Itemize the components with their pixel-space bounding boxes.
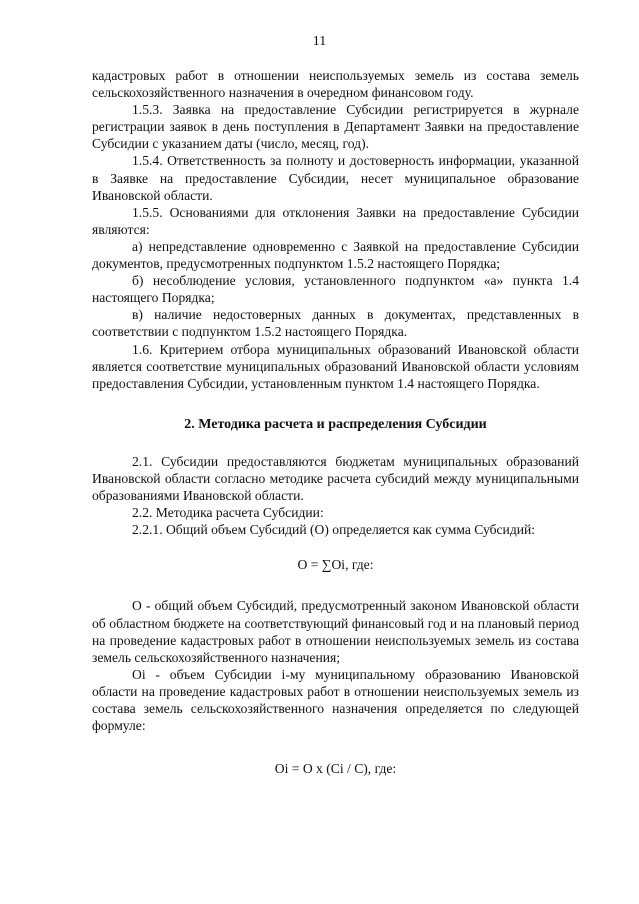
document-body [92,67,579,777]
page-number: 11 [312,34,327,49]
paragraph-item-a: а) непредставление одновременно с Заявкой на предоставление Субсидии документов, предусмотренных подпунктом 1.5.2 настоящего Порядка; [92,238,579,272]
paragraph-2-2: 2.2. Методика расчета Субсидии: [132,505,324,521]
definition-o: О - общий объем Субсидий, предусмотренный законом Ивановской области об областном бюджете на соответствующий финансовый год и на плановый период на проведение кадастровых работ в отношении неиспользуемых земель из состава земель сельскохозяйственного назначения; [92,598,579,665]
section-heading: 2. Методика расчета и распределения Субсидии [184,416,487,432]
paragraph-1-5-5: 1.5.5. Основаниями для отклонения Заявки на предоставление Субсидии являются: [92,204,579,237]
paragraph-continuation: кадастровых работ в отношении неиспользуемых земель из состава земель сельскохозяйственного назначения в очередном финансовом году. [92,68,579,101]
paragraph-1-6: 1.6. Критерием отбора муниципальных образований Ивановской области является соответствие муниципальных образований Ивановской области условиям предоставления Субсидии, установленным пунктом 1.4 настоящего Порядка. [92,341,579,391]
paragraph-2-1: 2.1. Субсидии предоставляются бюджетам муниципальных образований Ивановской области согласно методике расчета субсидий между муниципальными образованиями Ивановской области. [92,453,579,504]
paragraph-item-b: б) несоблюдение условия, установленного подпунктом «а» пункта 1.4 настоящего Порядка; [92,273,579,306]
paragraph-1-5-4: 1.5.4. Ответственность за полноту и достоверность информации, указанной в Заявке на предоставление Субсидии, несет муниципальное образование Ивановской области. [92,153,579,203]
definition-oi: Оi - объем Субсидии i-му муниципальному образованию Ивановской области на проведение кадастровых работ в отношении неиспользуемых земель из состава земель сельскохозяйственного назначения определяется по следующей формуле: [92,666,579,734]
formula-oi: Оi = О x (Ci / С), где: [274,761,397,777]
paragraph-1-5-3: 1.5.3. Заявка на предоставление Субсидии регистрируется в журнале регистрации заявок в день поступления в Департамент Заявки на предоставление Субсидии с указанием даты (число, месяц, год). [92,102,579,152]
paragraph-item-v: в) наличие недостоверных данных в документах, представленных в соответствии с подпунктом 1.5.2 настоящего Порядка. [92,307,579,340]
paragraph-2-2-1: 2.2.1. Общий объем Субсидий (О) определяется как сумма Субсидий: [132,522,536,538]
formula-total: О = ∑Оi, где: [297,557,374,573]
